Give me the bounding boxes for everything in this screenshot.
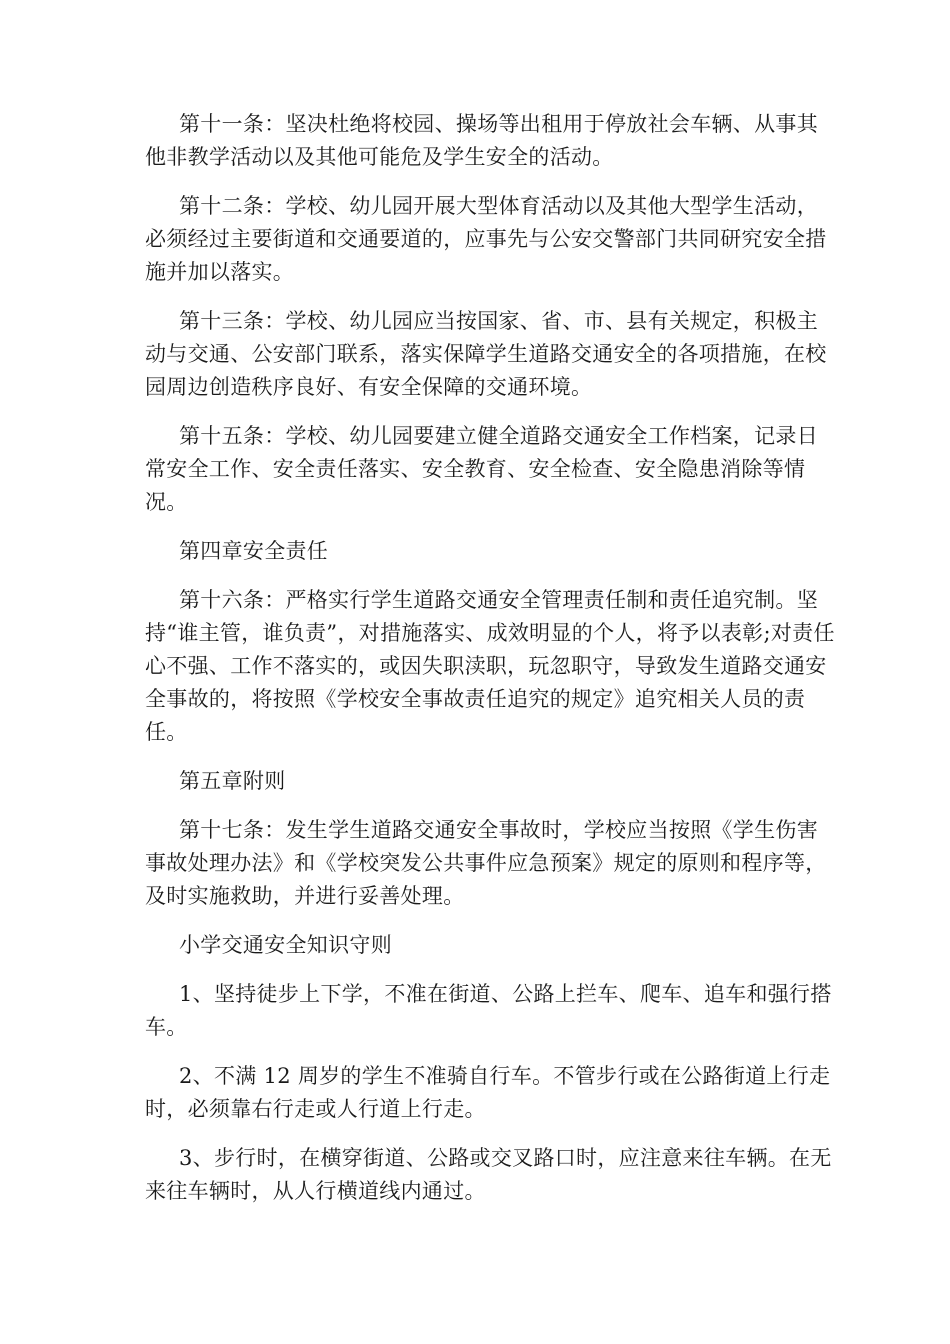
- rule-1: 1、坚持徒步上下学，不准在街道、公路上拦车、爬车、追车和强行搭车。: [145, 982, 832, 1039]
- document-body: [145, 108, 835, 1224]
- article-11: 第十一条：坚决杜绝将校园、操场等出租用于停放社会车辆、从事其他非教学活动以及其他可能危及学生安全的活动。: [145, 112, 818, 169]
- article-15: 第十五条：学校、幼儿园要建立健全道路交通安全工作档案，记录日常安全工作、安全责任落实、安全教育、安全检查、安全隐患消除等情况。: [145, 424, 818, 514]
- article-17: 第十七条：发生学生道路交通安全事故时，学校应当按照《学生伤害事故处理办法》和《学校突发公共事件应急预案》规定的原则和程序等，及时实施救助，并进行妥善处理。: [145, 818, 827, 908]
- article-16: 第十六条：严格实行学生道路交通安全管理责任制和责任追究制。坚持“谁主管，谁负责”，对措施落实、成效明显的个人，将予以表彰;对责任心不强、工作不落实的，或因失职渎职，玩忽职守，导致发生道路交通安全事故的，将按照《学校安全事故责任追究的规定》追究相关人员的责任。: [145, 588, 835, 744]
- chapter-5-heading: 第五章附则: [179, 769, 286, 793]
- rules-heading: 小学交通安全知识守则: [179, 933, 392, 957]
- article-13: 第十三条：学校、幼儿园应当按国家、省、市、县有关规定，积极主动与交通、公安部门联系，落实保障学生道路交通安全的各项措施，在校园周边创造秩序良好、有安全保障的交通环境。: [145, 309, 827, 399]
- rule-3: 3、步行时，在横穿街道、公路或交叉路口时，应注意来往车辆。在无来往车辆时，从人行横道线内通过。: [145, 1146, 832, 1203]
- article-12: 第十二条：学校、幼儿园开展大型体育活动以及其他大型学生活动，必须经过主要街道和交通要道的，应事先与公安交警部门共同研究安全措施并加以落实。: [145, 194, 827, 284]
- rule-2: 2、不满 12 周岁的学生不准骑自行车。不管步行或在公路街道上行走时，必须靠右行走或人行道上行走。: [145, 1064, 831, 1121]
- chapter-4-heading: 第四章安全责任: [179, 539, 329, 563]
